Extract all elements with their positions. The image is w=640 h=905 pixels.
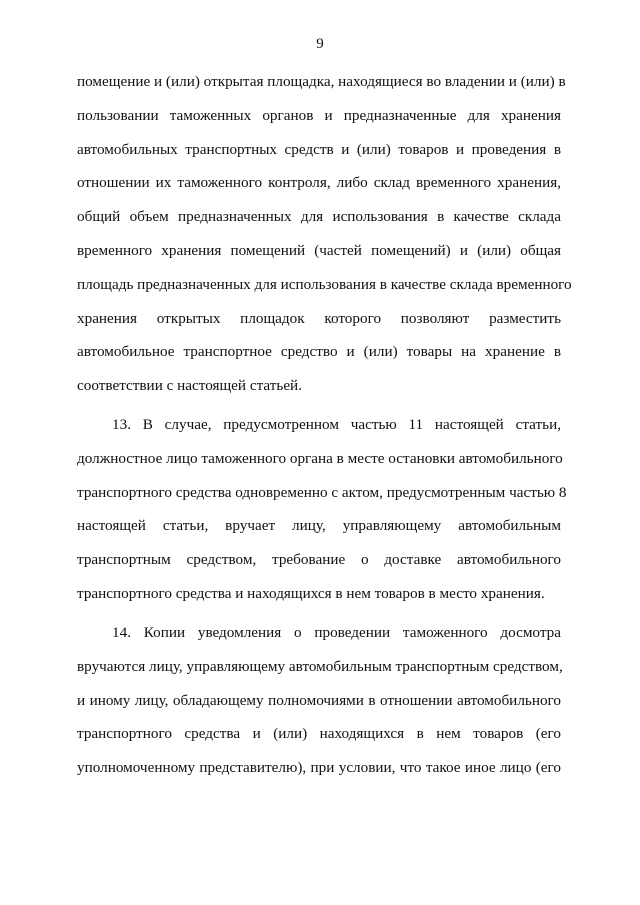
paragraph-14: [77, 623, 561, 792]
text-line: помещение и (или) открытая площадка, находящиеся во владении и (или) в: [77, 73, 566, 90]
text-line: отношении их таможенного контроля, либо склад временного хранения,: [77, 174, 561, 192]
text-line: 14. Копии уведомления о проведении таможенного досмотра: [112, 624, 561, 641]
text-line: соответствии с настоящей статьей.: [77, 377, 302, 395]
text-line: настоящей статьи, вручает лицу, управляющему автомобильным: [77, 517, 561, 535]
text-line: общий объем предназначенных для использования в качестве склада: [77, 208, 561, 226]
text-line: временного хранения помещений (частей помещений) и (или) общая: [77, 241, 561, 259]
text-line: вручаются лицу, управляющему автомобильным транспортным средством,: [77, 657, 563, 675]
text-line: площадь предназначенных для использования в качестве склада временного: [77, 275, 572, 293]
text-line: транспортного средства и (или) находящихся в нем товаров (его: [77, 725, 561, 743]
paragraph-13: [77, 415, 567, 618]
text-line: автомобильных транспортных средств и (или) товаров и проведения в: [77, 140, 561, 158]
text-line: пользовании таможенных органов и предназначенные для хранения: [77, 106, 561, 124]
text-line: 13. В случае, предусмотренном частью 11 настоящей статьи,: [112, 416, 561, 433]
paragraph-continuation: [77, 72, 572, 410]
text-line: транспортным средством, требование о доставке автомобильного: [77, 551, 561, 569]
text-line: автомобильное транспортное средство и (или) товары на хранение в: [77, 343, 561, 361]
text-line: хранения открытых площадок которого позволяют разместить: [77, 309, 561, 327]
text-line: должностное лицо таможенного органа в месте остановки автомобильного: [77, 449, 563, 467]
page-number: 9: [316, 36, 324, 52]
text-line: уполномоченному представителю), при условии, что такое иное лицо (его: [77, 759, 561, 777]
text-line: и иному лицу, обладающему полномочиями в отношении автомобильного: [77, 691, 561, 709]
text-line: транспортного средства одновременно с актом, предусмотренным частью 8: [77, 483, 567, 501]
text-line: транспортного средства и находящихся в нем товаров в место хранения.: [77, 584, 545, 602]
